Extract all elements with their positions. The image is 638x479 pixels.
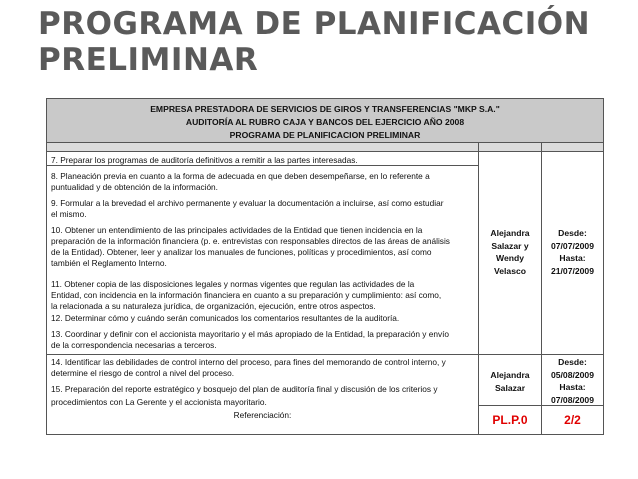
responsible-1-line-1: Alejandra <box>490 228 530 238</box>
reference-code: PL.P.0 <box>492 413 528 427</box>
slide-title-line-2: PRELIMINAR <box>38 42 259 78</box>
audit-title: AUDITORÍA AL RUBRO CAJA Y BANCOS DEL EJERCICIO AÑO 2008 <box>185 117 465 127</box>
activity-line-4: 9. Formular a la brevedad el archivo permanente y evaluar la documentación a incluirse, así como estudiar <box>51 198 444 208</box>
planning-document-table <box>46 98 604 435</box>
activity-line-3: puntualidad y de obtención de la información. <box>51 182 218 192</box>
dates-1-line-3: Hasta: <box>559 253 586 263</box>
block-divider <box>47 354 603 355</box>
activity-line-14: 13. Coordinar y definir con el accionista mayoritario y el más apropiado de la Entidad, la preparación y envío <box>51 329 450 339</box>
program-title: PROGRAMA DE PLANIFICACION PRELIMINAR <box>229 130 421 140</box>
company-name: EMPRESA PRESTADORA DE SERVICIOS DE GIROS Y TRANSFERENCIAS "MKP S.A." <box>150 104 500 114</box>
activity-line-9: también el Reglamento Interno. <box>51 258 167 268</box>
page-number: 2/2 <box>564 413 581 427</box>
activity-line-11: Entidad, con incidencia en la información financiera en cuanto a su preparación y cumplimiento: así como, <box>51 290 442 300</box>
responsible-cell-1 <box>479 227 541 277</box>
activity-line-10: 11. Obtener copia de las disposiciones legales y normas vigentes que regulan las actividades de la <box>51 279 415 289</box>
dates-1-line-2: 07/07/2009 <box>550 240 594 251</box>
slide-title-line-1: PROGRAMA DE PLANIFICACIÓN <box>38 6 591 42</box>
activity-line-17: determine el riesgo de control a nivel del proceso. <box>51 368 235 378</box>
responsible-1-line-3: Wendy <box>495 253 524 263</box>
table-header <box>47 99 603 143</box>
referenciacion-label: Referenciación: <box>233 410 292 420</box>
activity-line-19: procedimientos con La Gerente y el accionista mayoritario. <box>51 397 267 407</box>
activity-line-16: 14. Identificar las debilidades de control interno del proceso, para fines del memorando de control interno, y <box>51 357 446 367</box>
dates-1-line-1: Desde: <box>558 228 587 238</box>
activity-line-13: 12. Determinar cómo y cuándo serán comunicados los comentarios resultantes de la auditoría. <box>51 313 400 323</box>
activity-line-5: el mismo. <box>51 209 87 219</box>
dates-2-line-2: 05/08/2009 <box>550 369 594 380</box>
activity-line-12: la relacionada a su naturaleza jurídica, de organización, ejecución, entre otros aspectos. <box>51 301 376 311</box>
header-spacer-row <box>47 143 603 152</box>
responsible-1-line-2: Salazar y <box>491 240 529 251</box>
dates-cell-1 <box>542 227 603 277</box>
dates-2-line-4: 07/08/2009 <box>550 394 594 405</box>
activity-line-7: preparación de la información financiera (p. e. entrevistas con responsables directos de las áreas de análisis <box>51 236 450 246</box>
activity-line-1: 7. Preparar los programas de auditoría definitivos a remitir a las partes interesadas. <box>51 155 358 165</box>
responsible-cell-2 <box>479 369 541 394</box>
dates-cell-2 <box>542 356 603 406</box>
dates-2-line-1: Desde: <box>558 357 587 367</box>
activity-line-6: 10. Obtener un entendimiento de las principales actividades de la Entidad que tienen incidencia en la <box>51 225 423 235</box>
responsible-1-line-4: Velasco <box>493 265 526 276</box>
dates-1-line-4: 21/07/2009 <box>550 265 594 276</box>
activity-line-2: 8. Planeación previa en cuanto a la forma de adecuada en que deben desempeñarse, en lo referente a <box>51 171 430 181</box>
slide-title <box>38 6 628 78</box>
responsible-2-line-2: Salazar <box>494 382 526 393</box>
activity-line-8: de la Entidad). Obtener, leer y analizar los manuales de funciones, políticas y procedimientos, así como <box>51 247 432 257</box>
dates-2-line-3: Hasta: <box>559 382 586 392</box>
activity-line-15: de la correspondencia necesarias a terceros. <box>51 340 217 350</box>
activity-line-18: 15. Preparación del reporte estratégico y bosquejo del plan de auditoría final y discusión de los criterios y <box>51 384 438 394</box>
responsible-2-line-1: Alejandra <box>490 370 530 380</box>
